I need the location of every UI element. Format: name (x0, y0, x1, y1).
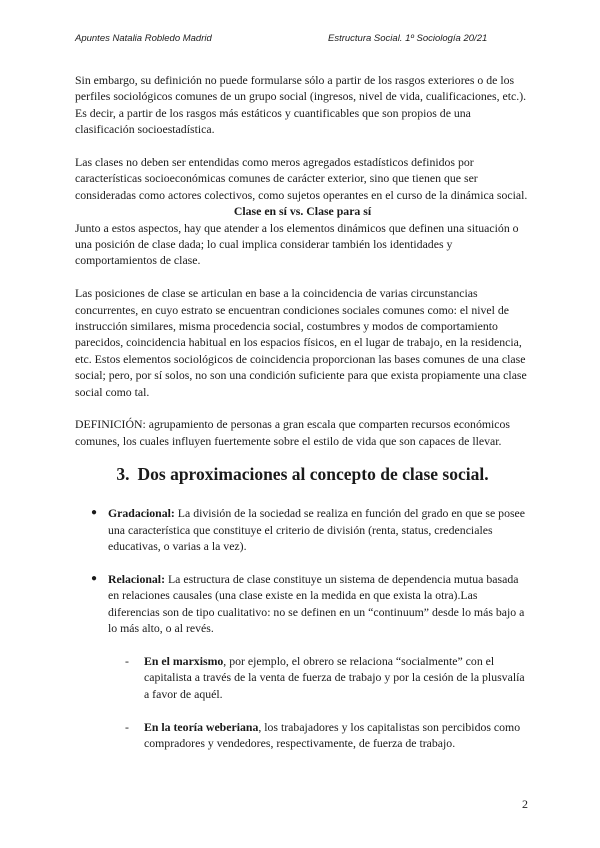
text-gradacional: La división de la sociedad se realiza en función del grado en que se posee una característica que constituye el criterio de división (renta, status, credenciales educativas, o varias a la vez). (108, 506, 526, 554)
text-marxismo: , por ejemplo, el obrero se relaciona “socialmente” con el capitalista a través de la venta de fuerza de trabajo y por la cesión de la plusvalía a favor de aquél. (144, 653, 525, 701)
relational-examples-list (75, 653, 530, 751)
page-number: 2 (522, 797, 528, 811)
bullet-icon: ● (91, 572, 98, 584)
subheading-clase-en-si: Clase en sí vs. Clase para sí (233, 204, 372, 219)
list-item-marxismo (125, 653, 530, 702)
paragraph-dynamic-elements: Junto a estos aspectos, hay que atender a los elementos dinámicos que definen una situación o una posición de clase dada; lo cual implica considerar también los identidades y comportamientos de clase. (75, 220, 519, 268)
section-title (75, 463, 530, 485)
section-title-text: Dos aproximaciones al concepto de clase social. (137, 464, 489, 485)
term-relacional: Relacional: (108, 571, 166, 586)
list-item-weberiana (125, 719, 530, 752)
term-marxismo: En el marxismo (144, 653, 224, 668)
approaches-list (75, 505, 530, 636)
paragraph-class-positions: Las posiciones de clase se articulan en base a la coincidencia de varias circunstancias concurrentes, en cuyo estrato se encuentran condiciones sociales comunes como: el nivel de instrucción similares, misma procedencia social, costumbres y modos de comportamiento parecidos, coincidencia habitual en los espacios físicos, en el lugar de trabajo, en la residencia, etc. Estos elementos sociológicos de coincidencia proporcionan las bases comunes de una clase social; pero, por sí solos, no son una condición suficiente para que exista propiamente una clase social como tal. (75, 286, 527, 399)
term-weberiana: En la teoría weberiana (144, 719, 259, 734)
paragraph-definition: DEFINICIÓN: agrupamiento de personas a gran escala que comparten recursos económicos comunes, los cuales influyen fuertemente sobre el estilo de vida que son capaces de llevar. (75, 417, 511, 448)
section-number: 3. (116, 464, 130, 485)
paragraph-definition-limits: Sin embargo, su definición no puede formularse sólo a partir de los rasgos exteriores o de los perfiles sociológicos comunes de un grupo social (ingresos, nivel de vida, cualificaciones, etc.). Es decir, a partir de los rasgos más estáticos y cuantificables que son propios de una clasificación socioestadística. (75, 73, 527, 137)
paragraph-collective-actors: Las clases no deben ser entendidas como meros agregados estadísticos definidos por características socioeconómicas comunes de carácter exterior, sino que tienen que ser consideradas como actores colectivos, como sujetos operantes en el curso de la dinámica social. (75, 155, 528, 202)
list-item-gradacional (91, 505, 530, 554)
header-course: Estructura Social. 1º Sociología 20/21 (328, 33, 488, 44)
bullet-icon: ● (91, 507, 98, 519)
page-header (75, 33, 525, 47)
text-weberiana: , los trabajadores y los capitalistas son percibidos como compradores y vendedores, respectivamente, de fuerza de trabajo. (144, 719, 521, 750)
page-content (75, 72, 530, 768)
dash-icon: - (125, 719, 129, 734)
text-relacional: La estructura de clase constituye un sistema de dependencia mutua basada en relaciones causales (una clase existe en la medida en que exista la otra).Las diferencias son de tipo cualitativo: no se definen en un “continuum” desde lo más bajo a lo más alto, o al revés. (108, 571, 525, 636)
term-gradacional: Gradacional: (108, 506, 175, 521)
dash-icon: - (125, 653, 129, 668)
list-item-relacional (91, 571, 530, 637)
header-author: Apuntes Natalia Robledo Madrid (75, 33, 212, 44)
